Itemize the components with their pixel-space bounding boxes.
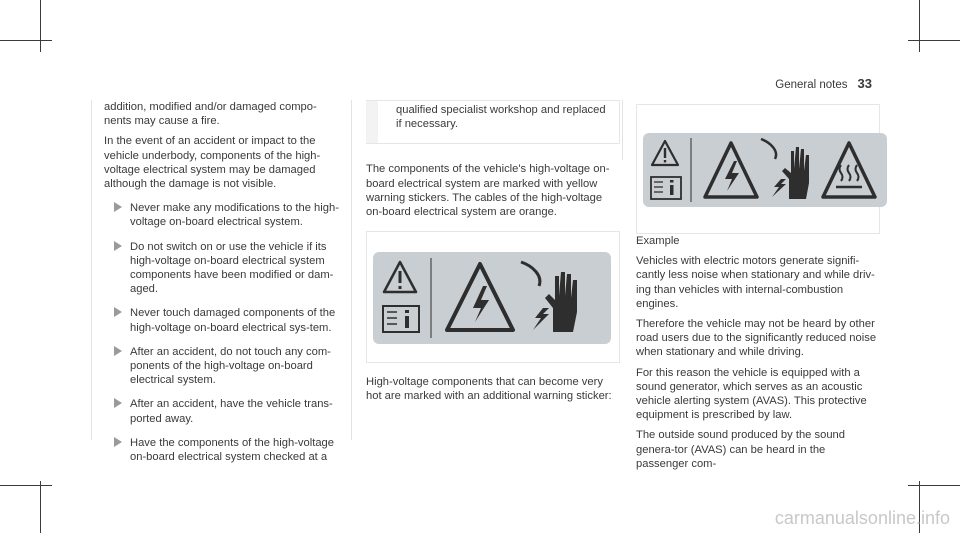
manual-icon (651, 177, 681, 199)
list-item: After an accident, have the vehicle trans-ported away. (104, 397, 344, 425)
manual-icon (383, 306, 419, 332)
warning-sticker (643, 133, 887, 207)
hand-icon (761, 139, 809, 199)
crop-mark (908, 40, 960, 41)
paragraph: Vehicles with electric motors generate signifi-cantly less noise when stationary and while driv-ing than vehicles with internal-combustion engines. (636, 255, 875, 310)
arrow-bullet-icon (114, 202, 122, 212)
note-text: qualified specialist workshop and replaced if necessary. (396, 104, 606, 131)
crop-mark (0, 40, 52, 41)
warning-sticker (373, 252, 611, 344)
paragraph: addition, modified and/or damaged compo-nents may cause a fire. (104, 101, 317, 128)
column-2 (366, 100, 620, 410)
paragraph: In the event of an accident or impact to the vehicle underbody, components of the high-voltage electrical system may be damaged although the damage is not visible. (104, 135, 321, 191)
crop-mark (908, 485, 960, 486)
note-box (366, 100, 620, 144)
list-item: Do not switch on or use the vehicle if its high-voltage on-board electrical system components have been modified or dam-aged. (104, 240, 344, 297)
column-1 (104, 100, 344, 464)
column-divider (622, 100, 623, 160)
arrow-bullet-icon (114, 307, 122, 317)
crop-mark (0, 485, 52, 486)
arrow-bullet-icon (114, 241, 122, 251)
high-voltage-sticker-graphic (373, 252, 611, 344)
arrow-bullet-icon (114, 346, 122, 356)
list-item: After an accident, do not touch any com-ponents of the high-voltage on-board electrical system. (104, 345, 344, 388)
high-voltage-triangle-icon (447, 264, 513, 330)
paragraph: High-voltage components that can become very hot are marked with an additional warning sticker: (366, 376, 612, 403)
crop-mark (919, 0, 920, 52)
hot-surface-triangle-icon (823, 143, 875, 197)
column-divider (351, 100, 352, 440)
paragraph: Therefore the vehicle may not be heard by other road users due to the significantly reduced noise when stationary and while driving. (636, 318, 877, 359)
watermark: carmanualsonline.info (774, 508, 950, 528)
paragraph: For this reason the vehicle is equipped with a sound generator, which serves as an acoustic vehicle alerting system (AVAS). This protective equipment is prescribed by law. (636, 366, 867, 422)
column-divider (91, 100, 92, 440)
warning-triangle-icon (384, 262, 416, 292)
crop-mark (40, 0, 41, 52)
note-bar (366, 101, 378, 143)
arrow-bullet-icon (114, 398, 122, 408)
list-item: Never make any modifications to the high-voltage on-board electrical system. (104, 201, 344, 229)
page-header (775, 76, 872, 91)
figure-box (366, 231, 620, 363)
high-voltage-triangle-icon (705, 143, 757, 197)
paragraph: The components of the vehicle's high-voltage on-board electrical system are marked with yellow warning stickers. The cables of the high-voltage on-board electrical system are orange. (366, 163, 610, 219)
list-item: Never touch damaged components of the high-voltage on-board electrical sys-tem. (104, 306, 344, 334)
page-number: 33 (857, 76, 872, 91)
arrow-bullet-icon (114, 437, 122, 447)
warning-triangle-icon (652, 141, 678, 165)
figure-caption: Example (636, 235, 680, 247)
column-3 (636, 104, 880, 477)
hot-surface-sticker-graphic (643, 133, 887, 207)
crop-mark (40, 481, 41, 533)
section-title: General notes (775, 79, 848, 91)
figure-box (636, 104, 880, 234)
hand-icon (521, 262, 577, 332)
paragraph: The outside sound produced by the sound genera-tor (AVAS) can be heard in the passenger com- (636, 429, 845, 470)
list-item: Have the components of the high-voltage on-board electrical system checked at a (104, 436, 344, 464)
